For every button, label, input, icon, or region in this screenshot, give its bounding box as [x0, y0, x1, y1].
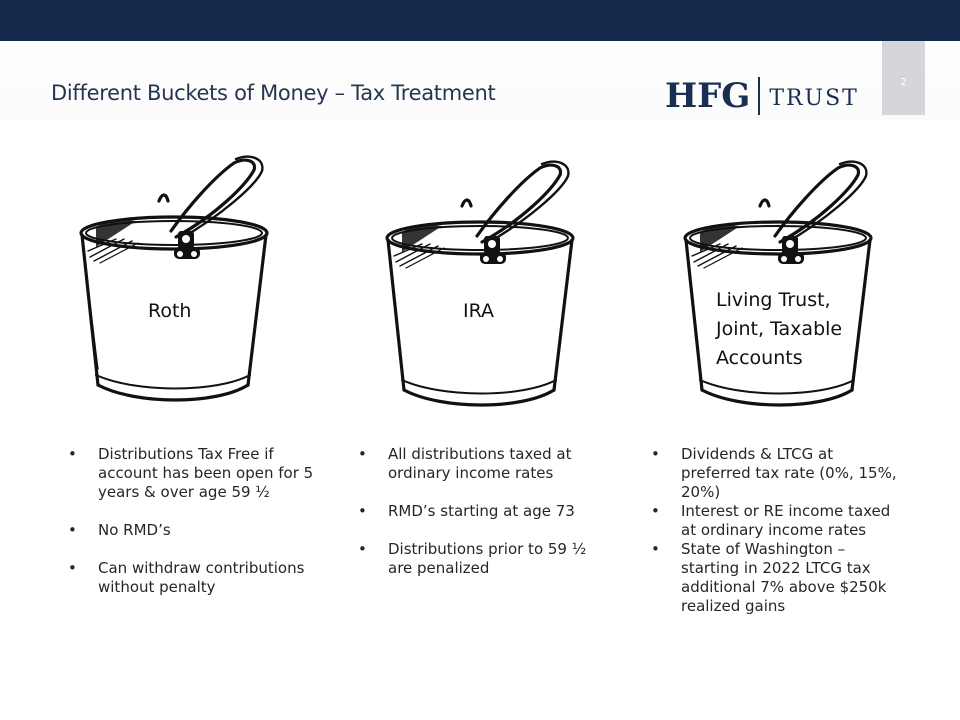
- slide-title: Different Buckets of Money – Tax Treatment: [51, 81, 496, 105]
- logo-divider: [758, 77, 760, 115]
- list-item: • Can withdraw contributions without penalty: [68, 559, 320, 597]
- top-banner: [0, 0, 960, 41]
- bucket-label-living-trust: [716, 286, 842, 373]
- bucket-label-line: Joint, Taxable: [716, 318, 843, 340]
- list-item: • No RMD’s: [68, 521, 320, 540]
- bucket-label-ira: IRA: [463, 300, 495, 322]
- list-item: • State of Washington – starting in 2022 LTCG tax additional 7% above $250k realized gains: [651, 540, 901, 616]
- logo-hfg-text: HFG: [665, 76, 751, 116]
- page-number-box: [882, 41, 925, 115]
- bucket-label-line: Accounts: [716, 347, 803, 369]
- list-item: • Distributions prior to 59 ½ are penalized: [358, 540, 598, 578]
- hfg-trust-logo: [665, 76, 859, 116]
- bucket-ira: [382, 160, 582, 430]
- living-trust-bullet-list: [651, 445, 901, 616]
- ira-bullet-list: [358, 445, 598, 597]
- logo-trust-text: TRUST: [769, 85, 859, 111]
- bucket-label-line: Living Trust,: [716, 289, 831, 311]
- list-item: • Dividends & LTCG at preferred tax rate (0%, 15%, 20%): [651, 445, 901, 502]
- roth-bullet-list: [68, 445, 320, 616]
- list-item: • Distributions Tax Free if account has been open for 5 years & over age 59 ½: [68, 445, 320, 502]
- bucket-label-roth: Roth: [148, 300, 192, 322]
- list-item: • Interest or RE income taxed at ordinary income rates: [651, 502, 901, 540]
- list-item: • RMD’s starting at age 73: [358, 502, 598, 521]
- list-item: • All distributions taxed at ordinary income rates: [358, 445, 598, 483]
- page-number: 2: [900, 77, 907, 88]
- bucket-icon: [76, 155, 276, 425]
- bucket-roth: [76, 155, 276, 425]
- bucket-icon: [382, 160, 582, 430]
- bucket-living-trust: [680, 160, 880, 430]
